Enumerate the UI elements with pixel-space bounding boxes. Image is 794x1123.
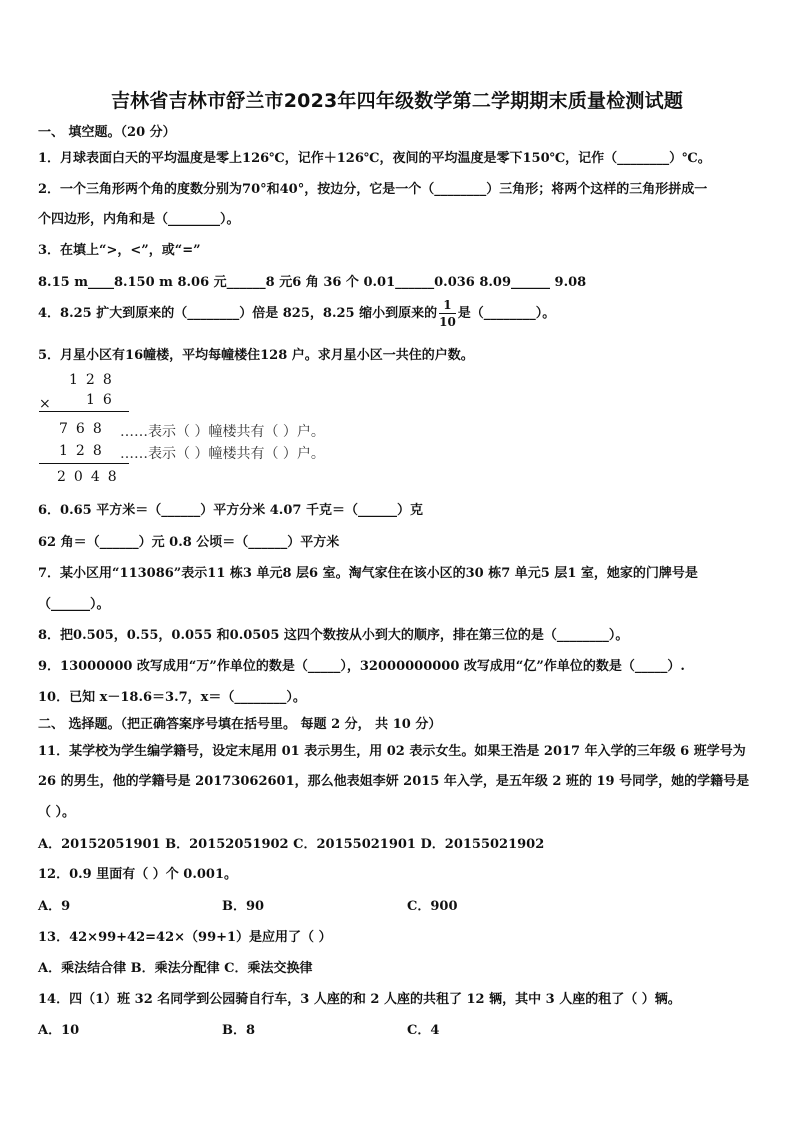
question-8: 8．把0.505，0.55，0.055 和0.0505 这四个数按从小到大的顺序，排在第三位的是（________）。 (38, 628, 629, 643)
calc-partial-product-1: 768 (59, 421, 110, 437)
section-heading-multiple-choice: 二、 选择题。（把正确答案序号填在括号里。 每题 2 分， 共 10 分） (38, 717, 442, 732)
calc-divider-2 (39, 463, 129, 464)
question-14-option-c: C．4 (407, 1023, 440, 1038)
question-11-line-1: 11．某学校为学生编学籍号，设定末尾用 01 表示男生，用 02 表示女生。如果王浩是 2017 年入学的三年级 6 班学号为 (38, 744, 746, 759)
section-heading-fill-blank: 一、 填空题。（20 分） (38, 125, 176, 140)
fraction-one-tenth (439, 299, 456, 328)
question-13: 13．42×99+42=42×（99+1）是应用了（ ） (38, 930, 332, 945)
calc-multiplier: 16 (86, 392, 120, 408)
question-10: 10．已知 x－18.6＝3.7，x＝（________）。 (38, 690, 306, 705)
question-12-option-b: B．90 (222, 899, 265, 914)
question-7-line-1: 7．某小区用“113086”表示11 栋3 单元8 层6 室。淘气家住在该小区的30 栋7 单元5 层1 室，她家的门牌号是 (38, 566, 698, 581)
question-2-line-2: 个四边形，内角和是（________）。 (38, 212, 240, 227)
question-11-options: A．20152051901 B．20152051902 C．20155021901 D．20155021902 (38, 837, 545, 852)
question-6-line-2: 62 角＝（______）元 0.8 公顷＝（______）平方米 (38, 535, 340, 550)
question-12-option-a: A．9 (38, 899, 71, 914)
question-2-line-1: 2．一个三角形两个角的度数分别为70°和40°，按边分，它是一个（________）三角形；将两个这样的三角形拼成一 (38, 182, 708, 197)
calc-multiplicand: 128 (69, 372, 120, 388)
calc-partial-product-2: 128 (59, 443, 110, 459)
question-9: 9．13000000 改写成用“万”作单位的数是（_____），32000000000 改写成用“亿”作单位的数是（_____）. (38, 659, 685, 674)
question-6-line-1: 6．0.65 平方米＝（______）平方分米 4.07 千克＝（______）克 (38, 503, 423, 518)
question-14-option-b: B．8 (222, 1023, 256, 1038)
question-12-option-c: C．900 (407, 899, 458, 914)
question-14: 14．四（1）班 32 名同学到公园骑自行车，3 人座的和 2 人座的共租了 12 辆，其中 3 人座的租了（ ）辆。 (38, 992, 681, 1007)
calc-product: 2048 (57, 469, 125, 485)
question-4-text-b: 是（________）。 (457, 306, 556, 321)
fraction-numerator: 1 (439, 299, 456, 314)
question-4-text-a: 4．8.25 扩大到原来的（________）倍是 825，8.25 缩小到原来的 (38, 306, 438, 321)
question-13-options: A．乘法结合律 B．乘法分配律 C．乘法交换律 (38, 961, 313, 976)
question-1: 1．月球表面白天的平均温度是零上126℃，记作＋126℃，夜间的平均温度是零下150℃，记作（________）℃。 (38, 151, 711, 166)
calc-note-1: ……表示（ ）幢楼共有（ ）户。 (120, 424, 325, 440)
question-4 (38, 299, 555, 328)
question-5: 5．月星小区有16幢楼，平均每幢楼住128 户。求月星小区一共住的户数。 (38, 348, 474, 363)
calc-note-2: ……表示（ ）幢楼共有（ ）户。 (120, 446, 325, 462)
question-3-comparisons: 8.15 m____8.150 m 8.06 元______8 元6 角 36 个 0.01______0.036 8.09______ 9.08 (38, 275, 587, 290)
fraction-denominator: 10 (439, 315, 456, 329)
calc-times-sign: × (39, 396, 51, 412)
calc-divider-1 (39, 411, 129, 412)
question-11-line-2: 26 的男生，他的学籍号是 20173062601，那么他表姐李妍 2015 年入学，是五年级 2 班的 19 号同学，她的学籍号是 (38, 774, 750, 789)
question-12: 12．0.9 里面有（ ）个 0.001。 (38, 867, 237, 882)
page-title: 吉林省吉林市舒兰市2023年四年级数学第二学期期末质量检测试题 (110, 90, 684, 112)
question-14-option-a: A．10 (38, 1023, 80, 1038)
question-7-line-2: （______）。 (38, 597, 110, 612)
question-11-line-3: （ ）。 (38, 805, 76, 820)
question-3: 3．在填上“>，<”，或“=” (38, 243, 201, 258)
